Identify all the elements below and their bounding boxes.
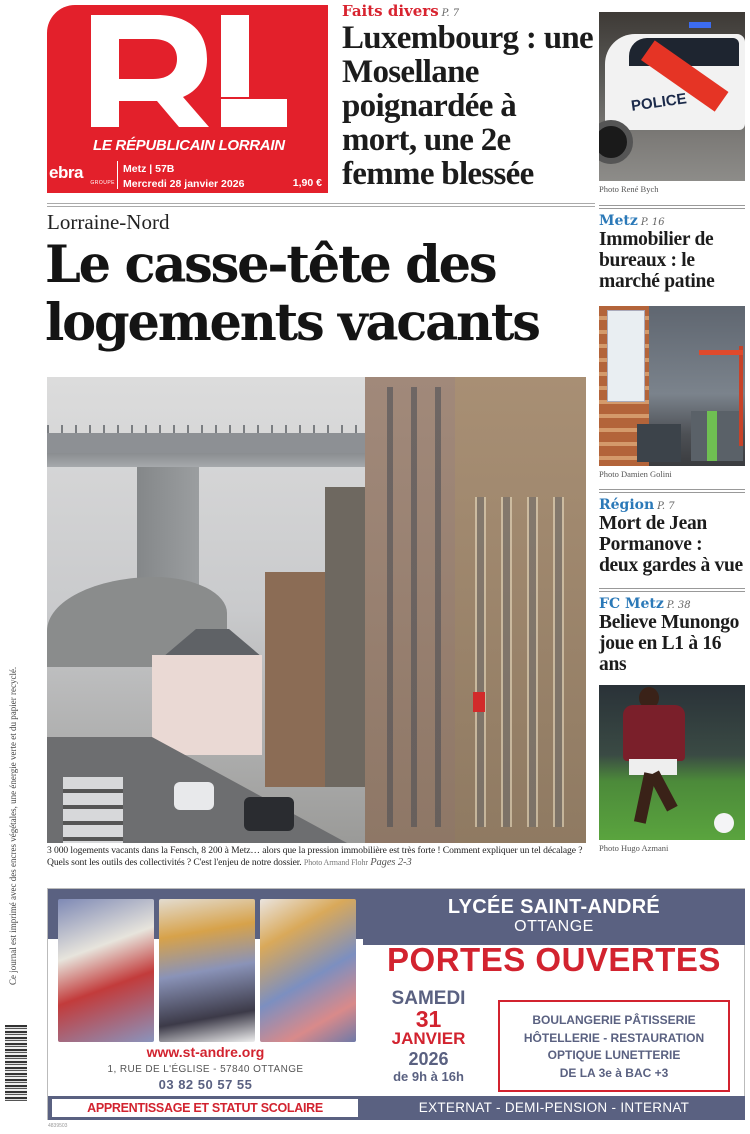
ad-reference-code: 4839503 (48, 1123, 68, 1129)
price: 1,90 € (292, 177, 322, 189)
program-item: OPTIQUE LUNETTERIE (547, 1048, 681, 1062)
office-photo (599, 306, 745, 466)
ad-address: 1, RUE DE L'ÉGLISE - 57840 OTTANGE (107, 1064, 304, 1075)
main-photo (47, 377, 586, 843)
main-kicker: Lorraine-Nord (47, 210, 170, 234)
caption-text: 3 000 logements vacants dans la Fensch, 8 200 à Metz… alors que la pression immobilière est très forte ! Comment expliquer un tel décalage ? Quels sont les outils des collectivités ? C'est l'enjeu de notre dossier. (47, 845, 583, 868)
story-kicker: Région P. 7 (599, 497, 675, 513)
top-story-headline[interactable]: Luxembourg : une Mosellane poignardée à mort, une 2e femme blessée (342, 20, 593, 192)
issue-date: Mercredi 28 janvier 2026 (123, 178, 245, 190)
story-region[interactable] (599, 497, 745, 576)
program-item: DE LA 3e à BAC +3 (559, 1065, 669, 1080)
ad-school-name: LYCÉE SAINT-ANDRÉ (447, 896, 661, 918)
barcode (5, 1025, 27, 1101)
chef-illustration (58, 899, 154, 1042)
program-item: BOULANGERIE PÂTISSERIE (532, 1013, 696, 1027)
ad-school-header (363, 889, 745, 945)
brand-name: LE RÉPUBLICAIN LORRAIN (93, 137, 285, 154)
pages-ref[interactable]: Pages 2-3 (370, 857, 412, 868)
ad-date: SAMEDI 31 JANVIER 2026 de 9h à 16h (391, 988, 466, 1084)
section-rule (599, 205, 745, 209)
masthead (47, 5, 328, 193)
ad-website-link[interactable]: www.st-andre.org (146, 1044, 265, 1060)
section-rule (599, 489, 745, 493)
advertisement-lycee-saint-andre[interactable] (47, 888, 745, 1120)
ebra-group-logo: ebra GROUPE (49, 163, 115, 186)
story-kicker: Metz P. 16 (599, 213, 665, 229)
rl-logo (91, 15, 287, 127)
ad-tagline-bar (48, 1096, 363, 1120)
story-kicker: FC Metz P. 38 (599, 596, 691, 612)
page-ref: P. 7 (441, 8, 460, 19)
section-rule (599, 588, 745, 592)
main-rule (47, 203, 595, 207)
program-item: HÔTELLERIE - RESTAURATION (523, 1030, 705, 1045)
ad-town: OTTANGE (514, 918, 594, 935)
ad-event-title: PORTES OUVERTES (387, 941, 721, 978)
police-photo (599, 12, 745, 181)
edition-info (123, 162, 244, 192)
photo-credit: Photo Hugo Azmani (599, 843, 669, 853)
baker-illustration (260, 899, 356, 1042)
main-caption (47, 845, 595, 869)
photo-credit: Photo René Bych (599, 184, 659, 194)
top-story[interactable] (342, 2, 594, 191)
ad-illustrations (48, 889, 363, 1121)
eco-printing-note: Ce journal est imprimé avec des encres végétales, une énergie verte et du papier recyclé. (8, 666, 18, 985)
photo-credit: Photo Armand Flohr (303, 858, 368, 867)
story-fc-metz[interactable] (599, 596, 745, 675)
ad-tagline: APPRENTISSAGE ET STATUT SCOLAIRE (52, 1099, 358, 1117)
photo-credit: Photo Damien Golini (599, 469, 672, 479)
edition-label: Metz | 57B (123, 163, 175, 175)
top-story-kicker: Faits divers P. 7 (342, 2, 460, 20)
ad-phone: 03 82 50 57 55 (158, 1077, 253, 1092)
story-metz[interactable] (599, 213, 745, 292)
story-headline[interactable]: Immobilier de bureaux : le marché patine (599, 229, 715, 292)
police-label: POLICE (630, 90, 688, 115)
story-headline[interactable]: Mort de Jean Pormanove : deux gardes à vue (599, 513, 743, 576)
ad-programs-box (498, 1000, 730, 1092)
ad-footer: EXTERNAT - DEMI-PENSION - INTERNAT (363, 1096, 745, 1120)
main-headline[interactable]: Le casse-tête des logements vacants (45, 235, 539, 353)
optician-illustration (159, 899, 255, 1042)
story-headline[interactable]: Believe Munongo joue en L1 à 16 ans (599, 612, 740, 675)
masthead-divider (117, 161, 118, 189)
football-photo (599, 685, 745, 840)
right-column (599, 0, 745, 853)
